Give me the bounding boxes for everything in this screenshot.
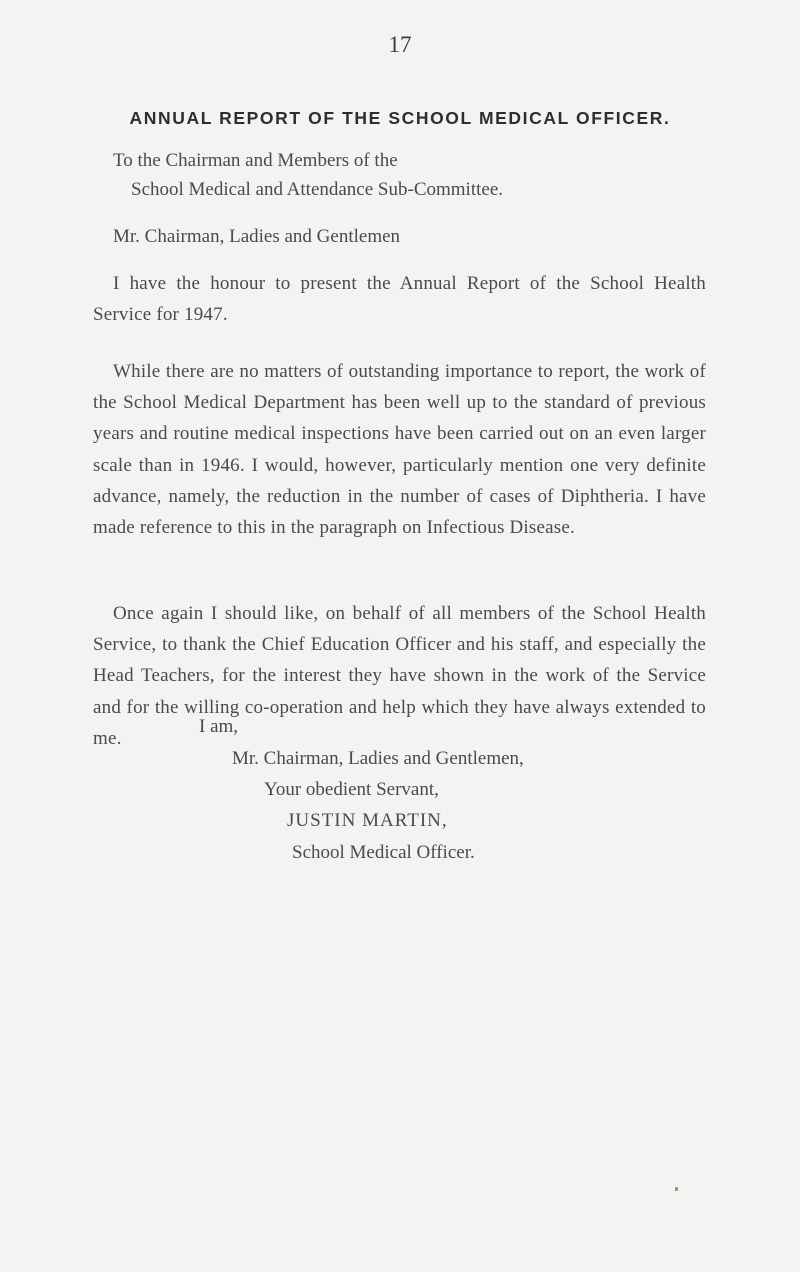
closing-i-am: I am, <box>199 716 239 737</box>
paragraph-thanks: Once again I should like, on behalf of all members of the School Health Service, to thank the Chief Education Officer and his staff, and especially the Head Teachers, for the interest they have shown in the work of the Service and for the willing co-operation and help which they have always extended to me. <box>93 603 706 749</box>
closing-servant: Your obedient Servant, <box>264 779 439 800</box>
closing-address: Mr. Chairman, Ladies and Gentlemen, <box>232 748 524 769</box>
paragraph-introduction: I have the honour to present the Annual Report of the School Health Service for 1947. <box>93 273 706 326</box>
addressee-line-2: School Medical and Attendance Sub-Committee. <box>131 179 504 200</box>
salutation: Mr. Chairman, Ladies and Gentlemen <box>113 226 401 247</box>
paper-speck <box>675 1187 678 1191</box>
report-heading: ANNUAL REPORT OF THE SCHOOL MEDICAL OFFICER. <box>129 108 671 128</box>
paragraph-work-summary: While there are no matters of outstanding importance to report, the work of the School Medical Department has been well up to the standard of previous years and routine medical inspections have been carried out on an even larger scale than in 1946. I would, however, particularly mention one very definite advance, namely, the reduction in the number of cases of Diphtheria. I have made reference to this in the paragraph on Infectious Disease. <box>93 361 706 539</box>
page-number: 17 <box>388 32 412 57</box>
addressee-line-1: To the Chairman and Members of the <box>113 150 398 171</box>
addressee-block <box>113 146 713 204</box>
signature-name: JUSTIN MARTIN, <box>287 810 448 831</box>
signature-title: School Medical Officer. <box>292 842 475 863</box>
